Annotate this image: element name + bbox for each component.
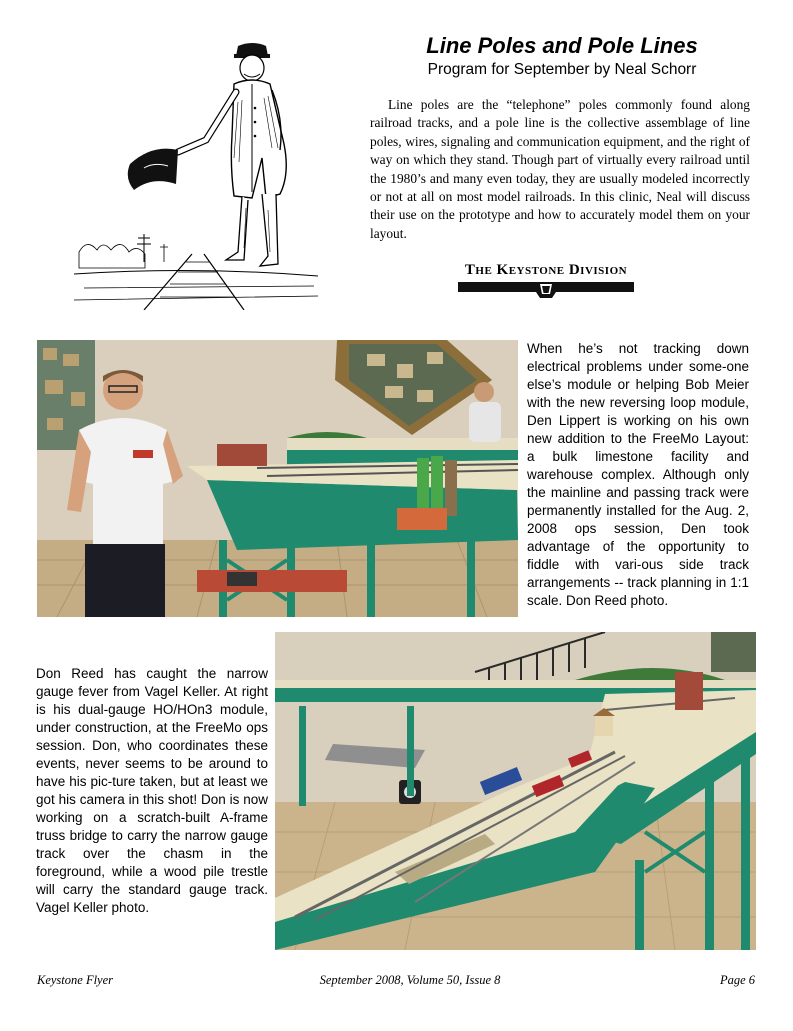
article-title: Line Poles and Pole Lines xyxy=(426,33,698,58)
photo-den-lippert-module xyxy=(37,340,518,617)
footer-issue-info: September 2008, Volume 50, Issue 8 xyxy=(319,973,501,987)
photo-caption-don-reed: Don Reed has caught the narrow gauge fever from Vagel Keller. At right is his dual-gauge HO/HOn3 module, under construction, at the FreeMo ops session. Don, who coordinates these events, never seems to be around to have his pic-ture taken, but at least we got his camera in this shot! Don is now working on a scratch-built A-frame truss bridge to carry the narrow gauge track over the chasm in the foreground, while a wood pile trestle will carry the standard gauge track. Vagel Keller photo. xyxy=(36,666,268,915)
keystone-division-logo xyxy=(456,262,636,300)
intro-paragraph: Line poles are the “telephone” poles commonly found along railroad tracks, and a pole line is the collective assemblage of line poles, wires, signaling and communication equipment, and the right of way on which they stand. Though part of virtually every railroad until the 1980’s and many even today, they are usually modeled incorrectly or not at all on most model railroads. In this clinic, Neal will discuss their use on the prototype and how to accurately model them on your layout. xyxy=(370,97,750,241)
footer-publication-name: Keystone Flyer xyxy=(37,973,114,987)
footer-page-number: Page 6 xyxy=(719,973,755,987)
logo-text: The Keystone Division xyxy=(464,262,628,278)
railroad-man-sketch xyxy=(74,38,318,310)
photo-dual-gauge-module xyxy=(275,632,756,950)
photo-caption-den-lippert: When he’s not tracking down electrical problems under some-one else’s module or helping Bob Meier with the new reversing loop module, Den Lippert is working on his own new addition to the FreeMo Layout: a bulk limestone facility and warehouse complex. Although only the mainline and passing track were permanently installed for the Aug. 2, 2008 ops session, Den took advantage of the opportunity to fiddle with vari-ous side track arrangements -- track planning in 1:1 scale. Don Reed photo. xyxy=(527,341,749,608)
article-subtitle: Program for September by Neal Schorr xyxy=(427,61,697,78)
